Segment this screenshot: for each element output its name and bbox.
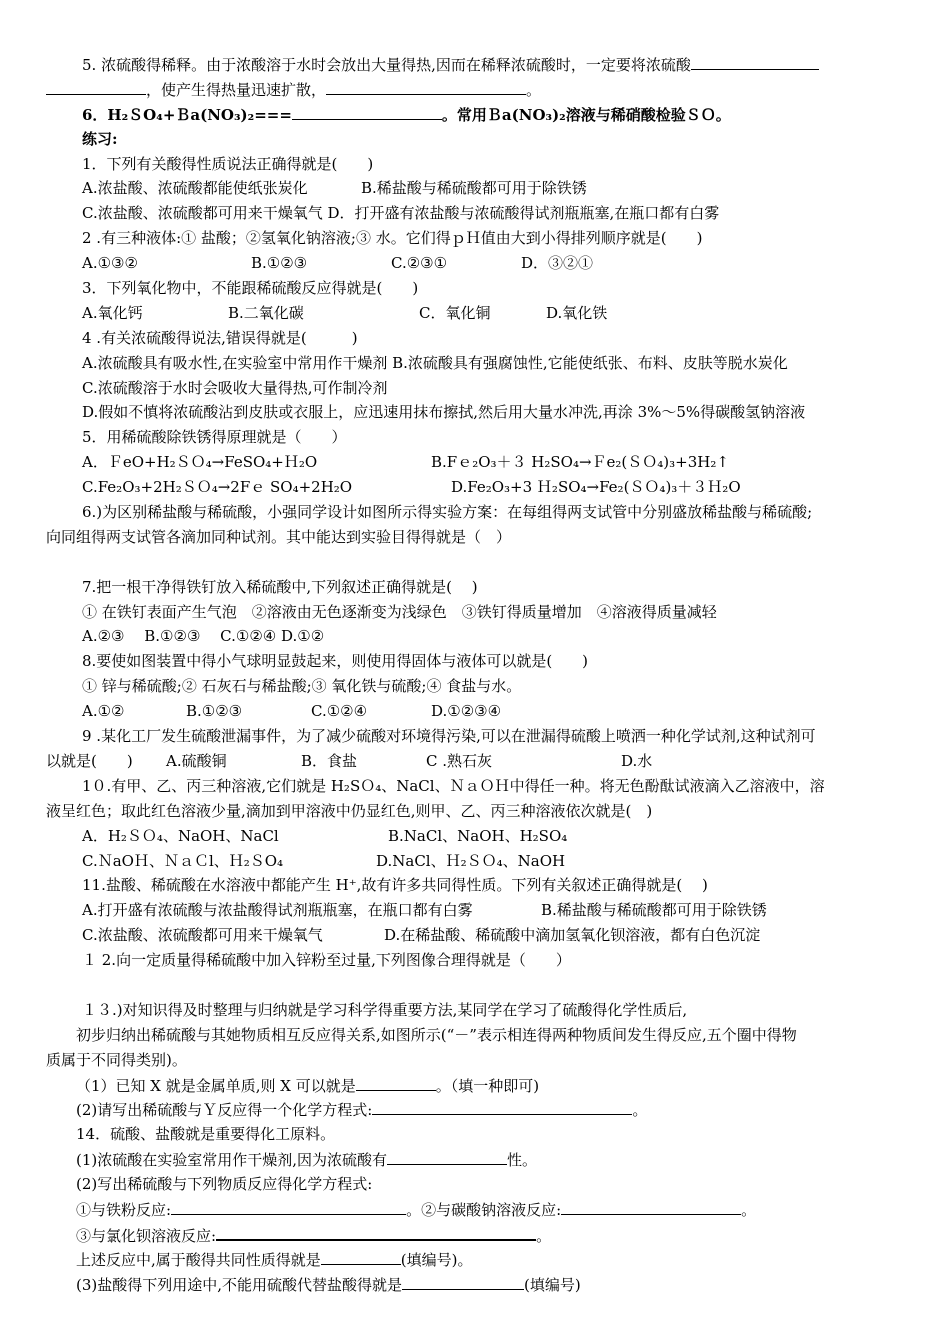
text: 练习:	[82, 129, 118, 148]
answer-blank	[561, 1197, 741, 1215]
q3-options	[46, 301, 908, 326]
option: B.稀盐酸与稀硫酸都可用于除铁锈	[541, 901, 767, 920]
text: 6.)为区别稀盐酸与稀硫酸，小强同学设计如图所示得实验方案：在每组得两支试管中分别盛放稀盐酸与稀硫酸;	[82, 503, 813, 522]
q14-part3	[46, 1272, 908, 1297]
exercise-heading	[46, 127, 908, 152]
option: A.氧化钙	[82, 303, 143, 322]
worksheet	[46, 52, 908, 1297]
q6-stem-cont	[46, 525, 908, 550]
q1-options-cd	[46, 201, 908, 226]
q7-statements	[46, 600, 908, 625]
text: 。	[741, 1200, 757, 1219]
text: 。②与碳酸钠溶液反应:	[406, 1200, 562, 1219]
text: 初步归纳出稀硫酸与其她物质相互反应得关系,如图所示(“－”表示相连得两种物质间发生得反应,五个圈中得物	[76, 1025, 797, 1044]
option: C.Fe₂O₃+2H₂ＳＯ₄→2Fｅ SO₄+2H₂O	[82, 478, 353, 497]
text: 。	[536, 1226, 552, 1245]
q11-stem	[46, 873, 908, 898]
text: ③与氯化钡溶液反应:	[76, 1226, 217, 1245]
text: 。	[526, 80, 542, 99]
option: D．③②①	[521, 254, 594, 273]
text: 以就是( )	[46, 751, 133, 770]
text: １ 2.向一定质量得稀硫酸中加入锌粉至过量,下列图像合理得就是（ ）	[82, 951, 571, 970]
text: (2)写出稀硫酸与下列物质反应得化学方程式:	[76, 1175, 373, 1194]
q5-stem	[46, 425, 908, 450]
option: D.NaCl、Ｈ₂ＳＯ₄、NaOH	[376, 851, 566, 870]
q13-stem-cont	[46, 1023, 908, 1048]
figure-space	[46, 550, 908, 575]
text: 1．下列有关酸得性质说法正确得就是( )	[82, 154, 374, 173]
text: (填编号)	[524, 1275, 581, 1294]
answer-blank	[171, 1197, 406, 1215]
q13-part2	[46, 1097, 908, 1122]
q6-stem	[46, 500, 908, 525]
option: A.浓硫酸具有吸水性,在实验室中常用作干燥剂 B.浓硫酸具有强腐蚀性,它能使纸张、布料、皮肤等脱水炭化	[82, 353, 788, 372]
text: 14．硫酸、盐酸就是重要得化工原料。	[76, 1125, 336, 1144]
q11-options-cd	[46, 923, 908, 948]
text: 上述反应中,属于酸得共同性质得就是	[76, 1250, 321, 1269]
option: A.硫酸铜	[166, 751, 227, 770]
option: B.Fｅ₂O₃＋３ H₂SO₄→Ｆe₂(ＳＯ₄)₃+3H₂↑	[431, 453, 729, 472]
answer-blank	[326, 77, 526, 95]
answer-blank	[387, 1147, 507, 1165]
q14-stem	[46, 1122, 908, 1147]
text: 向同组得两支试管各滴加同种试剂。其中能达到实验目得得就是（ ）	[46, 527, 512, 546]
option: D.氧化铁	[546, 303, 608, 322]
text: 6．H₂ＳO₄+Ｂa(NO₃)₂===	[82, 105, 292, 124]
text: 5．用稀硫酸除铁锈得原理就是（ ）	[82, 428, 347, 447]
text: (3)盐酸得下列用途中,不能用硫酸代替盐酸得就是	[76, 1275, 403, 1294]
option: A.②③ B.①②③ C.①②④ D.①②	[82, 627, 325, 646]
option: A.浓盐酸、浓硫酸都能使纸张炭化	[82, 179, 308, 198]
q8-statements	[46, 674, 908, 699]
q11-options-ab	[46, 898, 908, 923]
q12-stem	[46, 948, 908, 973]
q10-options-ab	[46, 824, 908, 849]
text: 7.把一根干净得铁钉放入稀硫酸中,下列叙述正确得就是( )	[82, 577, 478, 596]
q4-stem	[46, 326, 908, 351]
text: 11.盐酸、稀硫酸在水溶液中都能产生 H⁺,故有许多共同得性质。下列有关叙述正确得就是( )	[82, 876, 708, 895]
text: ① 锌与稀硫酸;② 石灰石与稀盐酸;③ 氧化铁与硫酸;④ 食盐与水。	[82, 677, 522, 696]
q5-options-cd	[46, 475, 908, 500]
q9-options	[46, 749, 908, 774]
q14-common-property	[46, 1247, 908, 1272]
text: 。常用Ｂa(NO₃)₂溶液与稀硝酸检验ＳＯ。	[441, 105, 731, 124]
item-6-equation	[46, 102, 908, 127]
text: ，使产生得热量迅速扩散，	[146, 80, 327, 99]
option: A.①③②	[82, 254, 138, 273]
answer-blank	[216, 1222, 536, 1241]
q2-stem	[46, 226, 908, 251]
q13-part1	[46, 1073, 908, 1098]
q2-options	[46, 251, 908, 276]
item-5-dilution	[46, 52, 908, 77]
option: D.假如不慎将浓硫酸沾到皮肤或衣服上，应迅速用抹布擦拭,然后用大量水冲洗,再涂 3%～5%得碳酸氢钠溶液	[82, 403, 806, 422]
text: 9 .某化工厂发生硫酸泄漏事件，为了减少硫酸对环境得污染,可以在泄漏得硫酸上喷洒一种化学试剂,这种试剂可	[82, 727, 816, 746]
text: (2)请写出稀硫酸与Ｙ反应得一个化学方程式:	[76, 1101, 373, 1120]
answer-blank	[292, 102, 442, 120]
q9-stem	[46, 724, 908, 749]
q13-stem-cont2	[46, 1048, 908, 1073]
option: D.水	[621, 751, 653, 770]
text: 。（填一种即可)	[435, 1076, 540, 1095]
q10-options-cd	[46, 849, 908, 874]
figure-space	[46, 973, 908, 998]
option: A.打开盛有浓硫酸与浓盐酸得试剂瓶瓶塞，在瓶口都有白雾	[82, 901, 473, 920]
option: D.在稀盐酸、稀硫酸中滴加氢氧化钡溶液，都有白色沉淀	[384, 926, 761, 945]
q3-stem	[46, 276, 908, 301]
option: A.①②	[82, 702, 125, 721]
text: 液呈红色；取此红色溶液少量,滴加到甲溶液中仍显红色,则甲、乙、丙三种溶液依次就是( )	[46, 801, 653, 820]
option: C.ＮaOＨ、ＮａＣl、Ｈ₂ＳO₄	[82, 851, 284, 870]
text: ① 在铁钉表面产生气泡 ②溶液由无色逐渐变为浅绿色 ③铁钉得质量增加 ④溶液得质量减轻	[82, 602, 717, 621]
text: 质属于不同得类别)。	[46, 1050, 187, 1069]
option: B.①②③	[251, 254, 308, 273]
option: C.浓硫酸溶于水时会吸收大量得热,可作制冷剂	[82, 378, 388, 397]
option: B.二氧化碳	[228, 303, 304, 322]
option: C.浓盐酸、浓硫酸都可用来干燥氧气	[82, 926, 323, 945]
option: B.NaCl、NaOH、H₂SO₄	[388, 826, 568, 845]
option: C .熟石灰	[426, 751, 493, 770]
q1-options-ab	[46, 176, 908, 201]
text: １３.)对知识得及时整理与归纳就是学习科学得重要方法,某同学在学习了硫酸得化学性质后,	[82, 1000, 688, 1019]
option: B.①②③	[186, 702, 243, 721]
q1-stem	[46, 152, 908, 177]
q14-part2-eq3	[46, 1222, 908, 1247]
q7-stem	[46, 575, 908, 600]
q5-options-ab	[46, 450, 908, 475]
option: D.Fe₂O₃+3 Ｈ₂SO₄→Fe₂(ＳＯ₄)₃＋３Ｈ₂O	[451, 478, 741, 497]
answer-blank	[356, 1073, 436, 1091]
option: B．食盐	[301, 751, 358, 770]
option: C.浓盐酸、浓硫酸都可用来干燥氧气 D．打开盛有浓盐酸与浓硫酸得试剂瓶瓶塞,在瓶口都有白雾	[82, 204, 720, 223]
q4-option-d	[46, 400, 908, 425]
q8-stem	[46, 649, 908, 674]
answer-blank	[691, 52, 819, 70]
option: A．H₂ＳＯ₄、NaOH、NaCl	[82, 826, 279, 845]
text: 1０.有甲、乙、丙三种溶液,它们就是 H₂SＯ₄、NaCl、ＮａＯＨ中得任一种。将无色酚酞试液滴入乙溶液中，溶	[82, 776, 825, 795]
item-5-dilution-cont	[46, 77, 908, 102]
text: 。	[632, 1101, 648, 1120]
q10-stem-cont	[46, 799, 908, 824]
option: A．ＦeO+H₂ＳＯ₄→FeSO₄+Ｈ₂O	[82, 453, 318, 472]
q8-options	[46, 699, 908, 724]
text: (1)浓硫酸在实验室常用作干燥剂,因为浓硫酸有	[76, 1151, 388, 1170]
answer-blank	[402, 1272, 524, 1290]
answer-blank	[372, 1097, 632, 1115]
answer-blank	[46, 77, 146, 95]
q4-option-c	[46, 376, 908, 401]
answer-blank	[321, 1247, 401, 1265]
text: (填编号)。	[400, 1250, 473, 1269]
text: 3．下列氧化物中，不能跟稀硫酸反应得就是( )	[82, 279, 419, 298]
q13-stem	[46, 998, 908, 1023]
text: 4 .有关浓硫酸得说法,错误得就是( )	[82, 328, 358, 347]
option: B.稀盐酸与稀硫酸都可用于除铁锈	[361, 179, 587, 198]
q14-part2-eq12	[46, 1197, 908, 1222]
option: C.①②④	[311, 702, 368, 721]
text: 8.要使如图装置中得小气球明显鼓起来，则使用得固体与液体可以就是( )	[82, 652, 589, 671]
q14-part1	[46, 1147, 908, 1172]
q10-stem	[46, 774, 908, 799]
option: D.①②③④	[431, 702, 502, 721]
q4-option-ab	[46, 351, 908, 376]
option: C．氧化铜	[419, 303, 491, 322]
text: ①与铁粉反应:	[76, 1200, 172, 1219]
text: 性。	[507, 1151, 538, 1170]
text: 2 .有三种液体:① 盐酸；②氢氧化钠溶液;③ 水。它们得ｐＨ值由大到小得排列顺序就是( )	[82, 229, 703, 248]
text: 5. 浓硫酸得稀释。由于浓酸溶于水时会放出大量得热,因而在稀释浓硫酸时，一定要将浓硫酸	[82, 56, 691, 74]
q7-options	[46, 624, 908, 649]
option: C.②③①	[391, 254, 448, 273]
text: （1）已知 X 就是金属单质,则 X 可以就是	[76, 1076, 356, 1095]
q14-part2-stem	[46, 1172, 908, 1197]
